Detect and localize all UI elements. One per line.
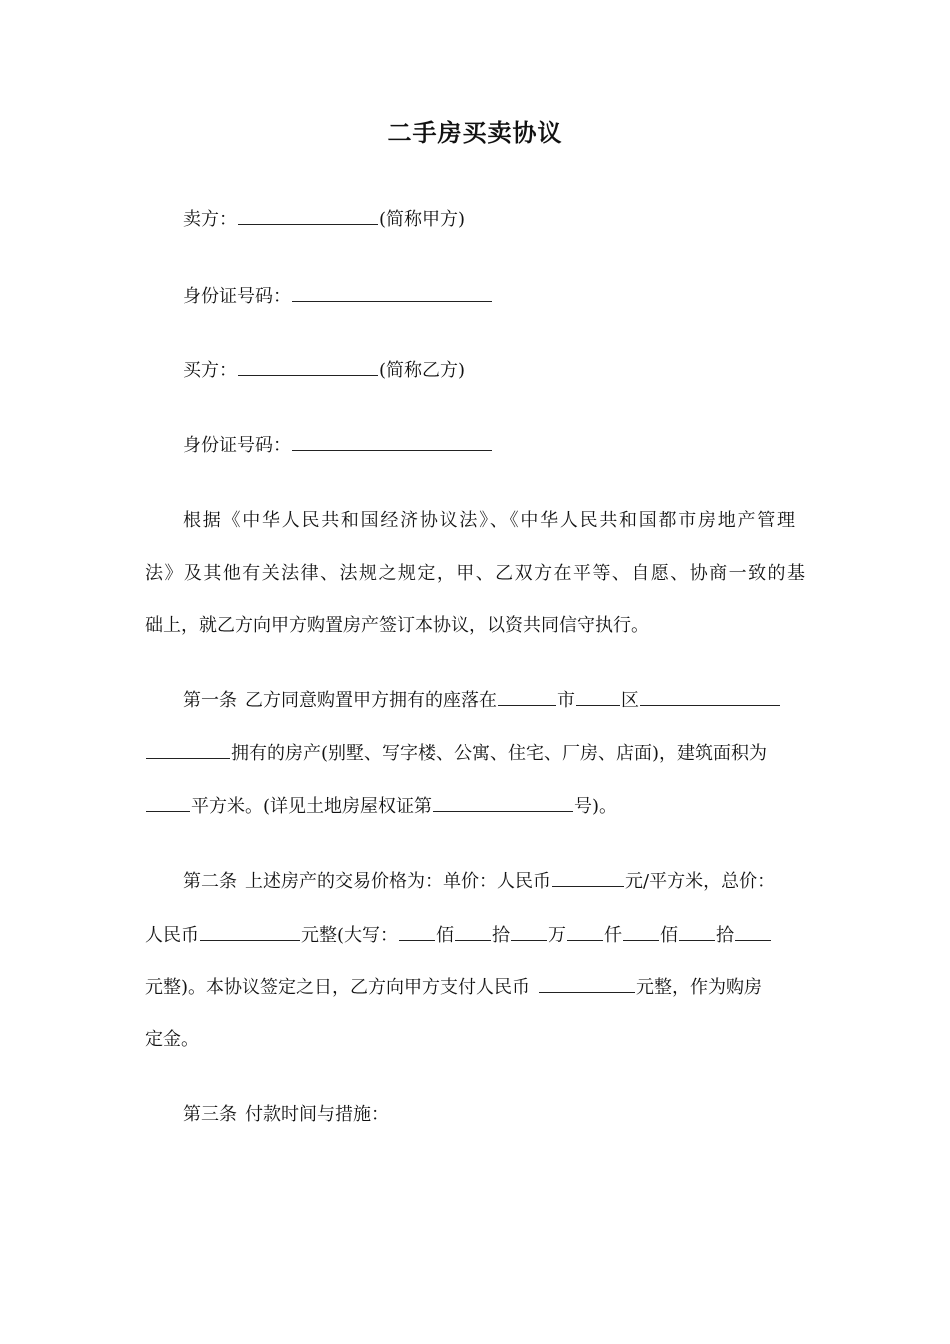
article1-text-4: 拥有的房产(别墅、写字楼、公寓、住宅、厂房、店面)，建筑面积为 xyxy=(231,743,768,764)
unit-bai-1: 佰 xyxy=(436,925,455,946)
preamble-line-3 xyxy=(145,613,805,639)
article2-text-6: 元整，作为购房 xyxy=(636,977,763,998)
preamble-text-3: 础上，就乙方向甲方购置房产签订本协议，以资共同信守执行。 xyxy=(145,615,649,636)
buyer-id-line xyxy=(183,432,493,459)
article2-line-4 xyxy=(145,1027,199,1053)
total-price-blank[interactable] xyxy=(200,922,300,941)
preamble-text-2: 法》及其他有关法律、法规之规定，甲、乙双方在平等、自愿、协商一致的基 xyxy=(145,563,805,584)
seller-id-label: 身份证号码： xyxy=(183,286,291,307)
buyer-line xyxy=(183,357,465,384)
article2-text-2: 元/平方米，总价： xyxy=(625,871,776,892)
article2-text-4: 元整(大写： xyxy=(301,925,399,946)
article2-label: 第二条 xyxy=(183,871,237,892)
bai-blank-2[interactable] xyxy=(623,922,659,941)
article2-text-1: 上述房产的交易价格为：单价：人民币 xyxy=(245,871,551,892)
unit-shi-2: 拾 xyxy=(716,925,735,946)
buyer-suffix: (简称乙方) xyxy=(379,360,466,381)
unit-shi-1: 拾 xyxy=(492,925,511,946)
unit-bai-2: 佰 xyxy=(660,925,679,946)
buyer-label: 买方： xyxy=(183,360,237,381)
seller-line xyxy=(183,206,465,233)
wan-blank[interactable] xyxy=(511,922,547,941)
article1-city-label: 市 xyxy=(557,690,575,711)
address-blank-1[interactable] xyxy=(640,687,780,706)
article1-district-label: 区 xyxy=(621,690,639,711)
unit-qian: 仟 xyxy=(604,925,623,946)
shi-blank-2[interactable] xyxy=(679,922,715,941)
article1-line-1 xyxy=(183,687,781,714)
article1-label: 第一条 xyxy=(183,690,237,711)
certificate-blank[interactable] xyxy=(433,793,573,812)
article2-text-7: 定金。 xyxy=(145,1029,199,1050)
article3-label: 第三条 xyxy=(183,1104,237,1125)
article1-line-3 xyxy=(145,793,617,820)
buyer-id-label: 身份证号码： xyxy=(183,435,291,456)
district-blank[interactable] xyxy=(576,687,620,706)
article2-line-2 xyxy=(145,922,772,949)
city-blank[interactable] xyxy=(498,687,556,706)
qian-blank[interactable] xyxy=(567,922,603,941)
area-blank[interactable] xyxy=(146,793,190,812)
yuan-blank[interactable] xyxy=(735,922,771,941)
seller-id-line xyxy=(183,283,493,310)
buyer-blank[interactable] xyxy=(238,357,378,376)
preamble-line-2 xyxy=(145,561,805,587)
unit-price-blank[interactable] xyxy=(552,868,624,887)
article1-line-2 xyxy=(145,740,767,767)
document-title: 二手房买卖协议 xyxy=(387,118,563,147)
article2-line-1 xyxy=(183,868,775,895)
article2-text-5: 元整)。本协议签定之日，乙方向甲方支付人民币 xyxy=(145,977,531,998)
seller-id-blank[interactable] xyxy=(292,283,492,302)
unit-wan: 万 xyxy=(548,925,567,946)
seller-label: 卖方： xyxy=(183,209,237,230)
article1-text-5: 平方米。(详见土地房屋权证第 xyxy=(191,796,433,817)
article1-text-1: 乙方同意购置甲方拥有的座落在 xyxy=(245,690,497,711)
article3-text-1: 付款时间与措施： xyxy=(245,1104,389,1125)
shi-blank-1[interactable] xyxy=(455,922,491,941)
deposit-blank[interactable] xyxy=(539,974,635,993)
address-blank-2[interactable] xyxy=(146,740,230,759)
article2-text-3: 人民币 xyxy=(145,925,199,946)
article1-text-6: 号)。 xyxy=(574,796,618,817)
bai-blank-1[interactable] xyxy=(399,922,435,941)
seller-blank[interactable] xyxy=(238,206,378,225)
buyer-id-blank[interactable] xyxy=(292,432,492,451)
preamble-text-1: 根据《中华人民共和国经济协议法》、《中华人民共和国都市房地产管理 xyxy=(183,510,795,531)
preamble-line-1 xyxy=(183,508,795,534)
seller-suffix: (简称甲方) xyxy=(379,209,466,230)
article3-line-1 xyxy=(183,1102,389,1128)
article2-line-3 xyxy=(145,974,762,1001)
